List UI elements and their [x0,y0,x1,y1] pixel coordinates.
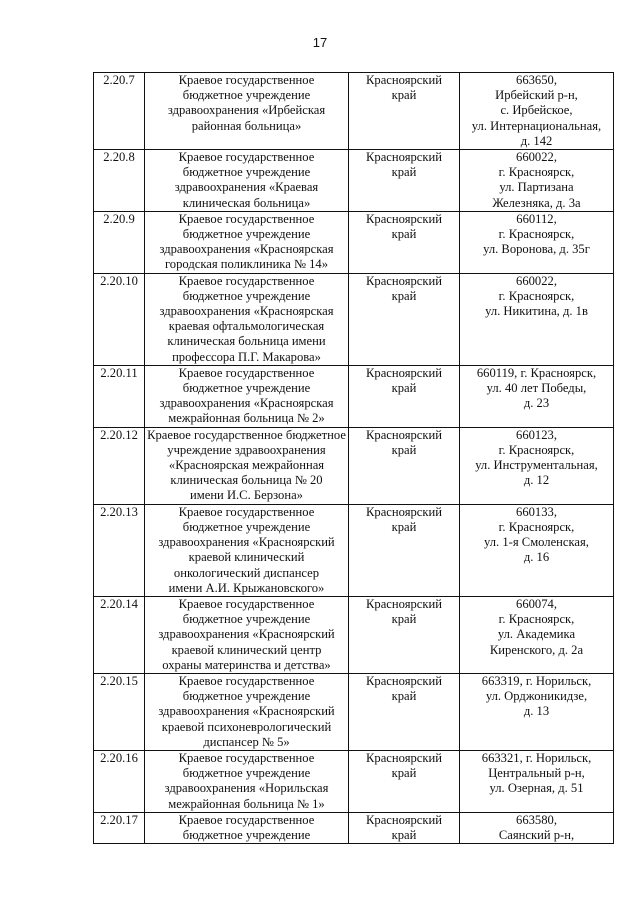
region-line: край [391,381,417,396]
region-line: Красноярский [366,273,442,288]
address-line: 663319, г. Норильск, [481,673,592,688]
address-line: 660112, [516,211,557,226]
institution-name [145,596,349,673]
address [460,73,614,150]
region-line: Красноярский [366,750,442,765]
institution-name-line: Краевое государственное [178,596,315,611]
institution-name-line: бюджетное учреждение [182,88,311,103]
address [460,211,614,273]
institution-name-line: имени А.И. Крыжановского» [168,580,325,595]
region [349,504,460,596]
institution-name-line: бюджетное учреждение [182,165,311,180]
address-line: 663650, [516,73,557,87]
address-line: 660133, [516,504,557,519]
address [460,273,614,365]
row-number: 2.20.10 [94,273,145,365]
address-line: д. 23 [523,396,550,411]
address-line: 660074, [516,596,557,611]
institution-name-line: Краевое государственное [178,73,315,87]
region-line: Красноярский [366,673,442,688]
region-line: край [391,612,417,627]
institution-name-line: здравоохранения «Красноярская [159,242,334,257]
address-line: д. 16 [523,550,550,565]
address [460,365,614,427]
table-row [94,273,614,365]
table-row [94,427,614,504]
address-line: д. 13 [523,704,550,719]
region-line: край [391,442,417,457]
institution-name-line: бюджетное учреждение [182,766,311,781]
address-line: ул. Орджоникидзе, [485,689,588,704]
institution-name [145,812,349,843]
address [460,673,614,750]
institution-name-line: бюджетное учреждение [182,519,311,534]
institution-name-line: Краевое государственное [178,812,315,827]
region-line: край [391,827,417,842]
region-line: край [391,519,417,534]
region-line: Красноярский [366,427,442,442]
institution-name-line: краевой клинический центр [171,642,322,657]
institution-name-line: имени И.С. Берзона» [190,488,303,503]
address-line: ул. Партизана [499,180,574,195]
institution-name-line: здравоохранения «Красноярский [158,627,335,642]
table-row [94,365,614,427]
region [349,673,460,750]
institution-name-line: клиническая больница» [182,195,311,210]
institution-name-line: бюджетное учреждение [182,612,311,627]
region [349,750,460,812]
institution-name [145,150,349,212]
institution-name-line: диспансер № 5» [203,734,290,749]
institution-name-line: Краевое государственное [178,504,315,519]
address-line: Ирбейский р-н, [495,88,578,103]
address-line: 660022, [516,273,557,288]
institution-name-line: Краевое государственное [178,673,315,688]
institution-name-line: клиническая больница № 20 [170,473,323,488]
region-line: Красноярский [366,596,442,611]
institution-name-line: краевой клинический [188,550,305,565]
address-line: Центральный р-н, [488,766,585,781]
address-line: г. Красноярск, [498,612,575,627]
institution-name-line: бюджетное учреждение [182,227,311,242]
region [349,365,460,427]
row-number: 2.20.12 [94,427,145,504]
region-line: край [391,689,417,704]
address-line: г. Красноярск, [498,442,575,457]
institution-name-line: профессора П.Г. Макарова» [172,349,321,364]
institution-name [145,273,349,365]
region-line: край [391,766,417,781]
institution-name-line: клиническая больница имени [167,334,326,349]
institution-name-line: краевая офтальмологическая [168,319,325,334]
address [460,504,614,596]
address [460,812,614,843]
row-number: 2.20.16 [94,750,145,812]
table-row [94,504,614,596]
address-line: ул. Академика [497,627,576,642]
institution-name [145,427,349,504]
address-line: 663321, г. Норильск, [481,750,592,765]
address-line: г. Красноярск, [498,227,575,242]
table-row [94,73,614,150]
address [460,150,614,212]
address-line: ул. Интернациональная, [471,118,602,133]
institution-name-line: Краевое государственное [178,365,315,380]
row-number: 2.20.15 [94,673,145,750]
institutions-table [93,72,614,844]
row-number: 2.20.11 [94,365,145,427]
institution-name-line: бюджетное учреждение [182,381,311,396]
row-number: 2.20.17 [94,812,145,843]
institution-name-line: Краевое государственное [178,150,315,165]
institution-name [145,211,349,273]
region [349,596,460,673]
institution-name [145,673,349,750]
institution-name-line: Краевое государственное бюджетное [147,427,346,442]
row-number: 2.20.13 [94,504,145,596]
address-line: г. Красноярск, [498,519,575,534]
institution-name-line: межрайонная больница № 2» [168,411,325,426]
institution-name-line: здравоохранения «Красноярский [158,535,335,550]
institution-name-line: учреждение здравоохранения [167,442,326,457]
address-line: 660022, [516,150,557,165]
address-line: ул. 1-я Смоленская, [484,535,589,550]
institution-name [145,73,349,150]
region-line: Красноярский [366,504,442,519]
institution-name [145,365,349,427]
region-line: край [391,88,417,103]
address-line: 663580, [516,812,557,827]
page-number: 17 [312,35,328,50]
row-number: 2.20.9 [94,211,145,273]
region [349,150,460,212]
region-line: край [391,227,417,242]
institution-name-line: охраны материнства и детства» [162,657,331,672]
institution-name [145,750,349,812]
row-number: 2.20.14 [94,596,145,673]
address [460,750,614,812]
address-line: д. 142 [520,133,553,148]
institution-name-line: здравоохранения «Норильская [164,781,329,796]
address-line: г. Красноярск, [498,288,575,303]
institution-name-line: бюджетное учреждение [182,689,311,704]
table-row [94,211,614,273]
region-line: Красноярский [366,211,442,226]
institution-name-line: городская поликлиника № 14» [164,257,329,272]
table-row [94,673,614,750]
institution-name-line: районная больница» [191,118,302,133]
table-row [94,750,614,812]
address-line: Железняка, д. 3а [492,195,581,210]
institution-name-line: здравоохранения «Красноярская [159,304,334,319]
address-line: Киренского, д. 2а [489,642,584,657]
address-line: ул. Никитина, д. 1в [485,304,588,319]
table-row [94,812,614,843]
address-line: г. Красноярск, [498,165,575,180]
row-number: 2.20.8 [94,150,145,212]
region-line: край [391,288,417,303]
region [349,273,460,365]
region-line: Красноярский [366,150,442,165]
institution-name-line: межрайонная больница № 1» [168,796,325,811]
region-line: Красноярский [366,812,442,827]
row-number: 2.20.7 [94,73,145,150]
institution-name-line: бюджетное учреждение [182,288,311,303]
institution-name-line: Краевое государственное [178,211,315,226]
institution-name-line: онкологический диспансер [173,565,320,580]
address [460,596,614,673]
institution-name-line: здравоохранения «Красноярский [158,704,335,719]
institution-name-line: здравоохранения «Ирбейская [167,103,326,118]
table-row [94,596,614,673]
institution-name-line: здравоохранения «Красноярская [159,396,334,411]
institution-name-line: Краевое государственное [178,750,315,765]
region [349,812,460,843]
address-line: 660123, [516,427,557,442]
institution-name-line: бюджетное учреждение [182,827,311,842]
region [349,427,460,504]
region [349,73,460,150]
region-line: край [391,165,417,180]
address-line: ул. Озерная, д. 51 [489,781,584,796]
table-row [94,150,614,212]
address-line: ул. Инструментальная, [475,458,598,473]
region-line: Красноярский [366,73,442,87]
table-body [94,73,614,844]
institution-name-line: Краевое государственное [178,273,315,288]
address-line: Саянский р-н, [498,827,575,842]
institution-name [145,504,349,596]
address-line: 660119, г. Красноярск, [476,365,597,380]
address-line: д. 12 [523,473,550,488]
address-line: ул. 40 лет Победы, [486,381,587,396]
institution-name-line: краевой психоневрологический [161,719,332,734]
institution-name-line: здравоохранения «Краевая [174,180,319,195]
address-line: с. Ирбейское, [500,103,573,118]
region-line: Красноярский [366,365,442,380]
institution-name-line: «Красноярская межрайонная [168,458,325,473]
address-line: ул. Воронова, д. 35г [483,242,590,257]
region [349,211,460,273]
address [460,427,614,504]
